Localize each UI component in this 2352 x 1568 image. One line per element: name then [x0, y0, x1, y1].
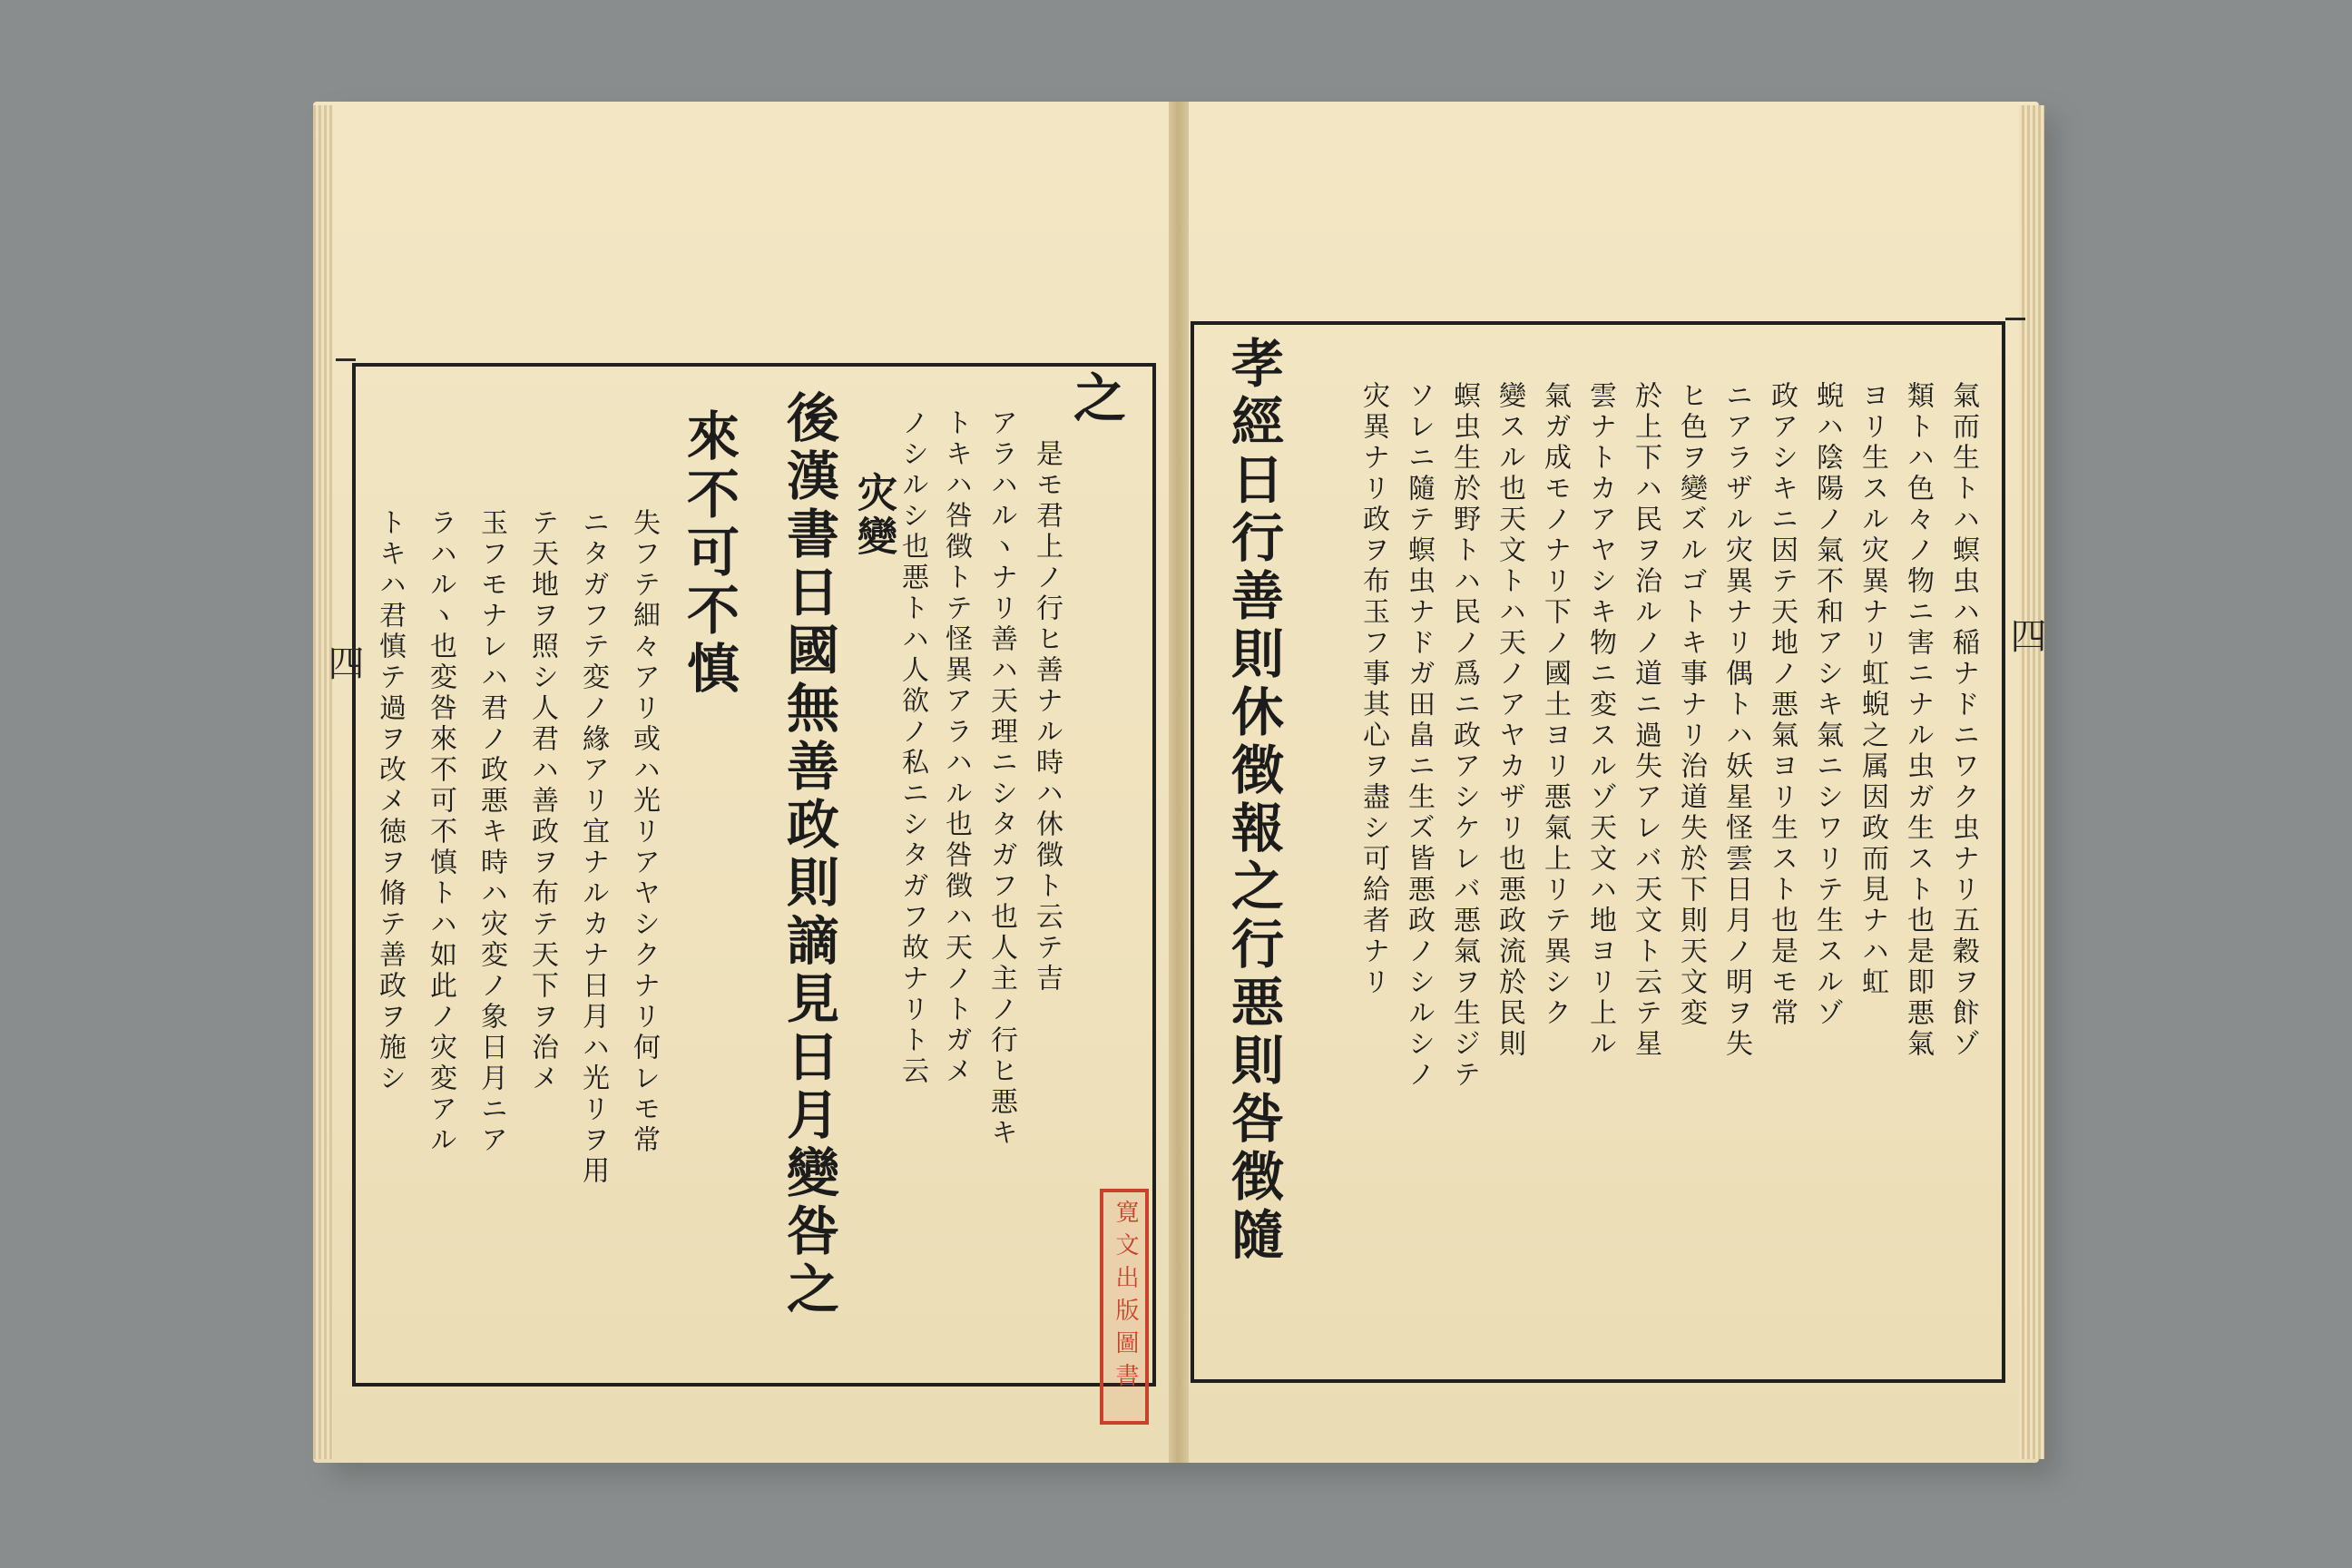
- left-col-13: トキハ君慎テ過ヲ改メ徳ヲ脩テ善政ヲ施シ: [374, 508, 406, 1094]
- right-col-11: 蜺ハ陰陽ノ氣不和アシキ氣ニシワリテ生スルゾ: [1811, 381, 1843, 1029]
- right-col-9: ニアラザル灾異ナリ偶トハ妖星怪雲日月ノ明ヲ失: [1720, 381, 1752, 1060]
- right-col-1: 灾異ナリ政ヲ布玉フ事其心ヲ盡シ可給者ナリ: [1357, 381, 1389, 998]
- right-col-7: 於上下ハ民ヲ治ルノ道ニ過失アレバ天文ト云テ星: [1630, 381, 1661, 1060]
- left-col-0: 之: [1064, 370, 1126, 428]
- left-col-1: 是モ君上ノ行ヒ善ナル時ハ休徴ト云テ吉: [1031, 439, 1063, 995]
- left-col-4: ノシルシ也悪トハ人欲ノ私ニシタガフ故ナリト云: [897, 408, 928, 1087]
- left-col-7: 來不可不慎: [678, 408, 740, 699]
- right-col-8: ヒ色ヲ變ズルゴトキ事ナリ治道失於下則天文変: [1675, 381, 1707, 1029]
- right-col-2: ソレニ隨テ螟虫ナドガ田畠ニ生ズ皆悪政ノシルシノ: [1403, 381, 1435, 1091]
- book-gutter: [1169, 102, 1189, 1463]
- left-page-edge: [313, 105, 333, 1459]
- left-col-12: ラハルヽ也変咎來不可不慎トハ如此ノ灾変アル: [425, 508, 456, 1156]
- right-col-0: 孝經日行善則休徴報之行悪則咎徴隨: [1222, 336, 1284, 1265]
- right-page-number: 四: [2004, 617, 2046, 653]
- right-page-edge: [2019, 105, 2044, 1459]
- left-page-number: 四: [322, 644, 364, 681]
- left-col-11: 玉フモナレハ君ノ政悪キ時ハ灾変ノ象日月ニア: [475, 508, 507, 1156]
- red-seal-stamp: [1100, 1189, 1149, 1425]
- left-col-3: トキハ咎徴トテ怪異アラハル也咎徴ハ天ノトガメ: [940, 408, 972, 1087]
- right-col-6: 雲ナトカアヤシキ物ニ変スルゾ天文ハ地ヨリ上ル: [1584, 381, 1616, 1060]
- right-col-13: 類トハ色々ノ物ニ害ニナル虫ガ生スト也是即悪氣: [1902, 381, 1934, 1060]
- seal-text: 寛文出版圖書: [1112, 1200, 1139, 1396]
- right-col-10: 政アシキニ因テ天地ノ悪氣ヨリ生スト也是モ常: [1766, 381, 1798, 1029]
- left-col-9: ニタガフテ変ノ緣アリ宜ナルカナ日月ハ光リヲ用: [577, 508, 609, 1187]
- right-col-14: 氣而生トハ螟虫ハ稲ナドニワク虫ナリ五穀ヲ飰ゾ: [1947, 381, 1979, 1060]
- right-col-12: ヨリ生スル灾異ナリ虹蜺之属因政而見ナハ虹: [1857, 381, 1888, 998]
- right-edge-rule-top: [2005, 318, 2025, 320]
- right-col-4: 變スル也天文トハ天ノアヤカザリ也悪政流於民則: [1494, 381, 1525, 1060]
- left-col-6: 後漢書日國無善政則謫見日月變咎之: [778, 390, 839, 1319]
- left-col-10: テ天地ヲ照シ人君ハ善政ヲ布テ天下ヲ治メ: [526, 508, 558, 1094]
- right-col-5: 氣ガ成モノナリ下ノ國土ヨリ悪氣上リテ異シク: [1539, 381, 1571, 1029]
- left-col-5: 灾變: [850, 472, 897, 559]
- left-col-2: アラハルヽナリ善ハ天理ニシタガフ也人主ノ行ヒ悪キ: [985, 408, 1017, 1149]
- right-col-3: 螟虫生於野トハ民ノ爲ニ政アシケレバ悪氣ヲ生ジテ: [1448, 381, 1480, 1091]
- left-col-8: 失フテ細々アリ或ハ光リアヤシクナリ何レモ常: [628, 508, 660, 1156]
- left-edge-rule-top: [336, 358, 356, 361]
